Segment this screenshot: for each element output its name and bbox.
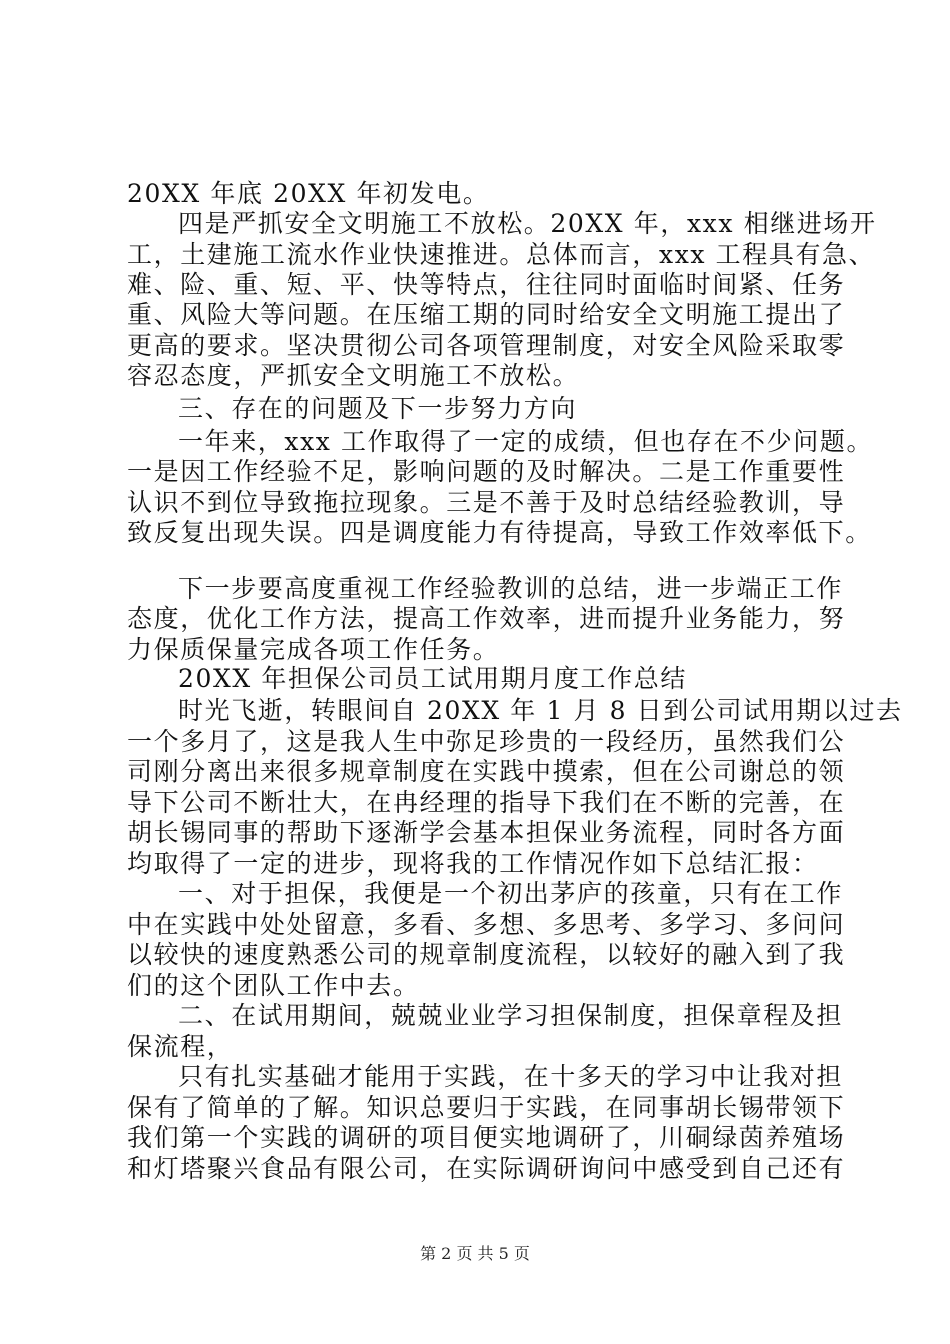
text-line: 以较快的速度熟悉公司的规章制度流程，以较好的融入到了我: [127, 940, 846, 969]
text-line: 下一步要高度重视工作经验教训的总结，进一步端正工作: [178, 574, 844, 603]
text-line: 更高的要求。坚决贯彻公司各项管理制度，对安全风险采取零: [127, 331, 846, 360]
text-line: 难、险、重、短、平、快等特点，往往同时面临时间紧、任务: [127, 270, 846, 299]
text-line: 胡长锡同事的帮助下逐渐学会基本担保业务流程，同时各方面: [127, 818, 846, 847]
text-line: 中在实践中处处留意，多看、多想、多思考、多学习、多问问: [127, 910, 846, 939]
text-line: 四是严抓安全文明施工不放松。20XX 年，xxx 相继进场开: [178, 209, 877, 238]
text-line: 态度，优化工作方法，提高工作效率，进而提升业务能力，努: [127, 604, 846, 633]
text-line: 导下公司不断壮大，在冉经理的指导下我们在不断的完善，在: [127, 788, 846, 817]
text-line: 和灯塔聚兴食品有限公司，在实际调研询问中感受到自己还有: [127, 1154, 846, 1183]
text-line: 容忍态度，严抓安全文明施工不放松。: [127, 361, 580, 390]
text-line: 司刚分离出来很多规章制度在实践中摸索，但在公司谢总的领: [127, 757, 846, 786]
text-line: 一是因工作经验不足，影响问题的及时解决。二是工作重要性: [127, 457, 846, 486]
text-line: 均取得了一定的进步，现将我的工作情况作如下总结汇报：: [127, 849, 819, 878]
section-heading: 三、存在的问题及下一步努力方向: [178, 394, 578, 423]
text-line: 一个多月了，这是我人生中弥足珍贵的一段经历，虽然我们公: [127, 727, 846, 756]
text-line: 重、风险大等问题。在压缩工期的同时给安全文明施工提出了: [127, 300, 846, 329]
text-line: 保有了简单的了解。知识总要归于实践，在同事胡长锡带领下: [127, 1093, 846, 1122]
text-line: 我们第一个实践的调研的项目便实地调研了，川硐绿茵养殖场: [127, 1123, 846, 1152]
document-title: 20XX 年担保公司员工试用期月度工作总结: [178, 664, 687, 693]
text-line: 时光飞逝，转眼间自 20XX 年 1 月 8 日到公司试用期以过去: [178, 696, 903, 725]
text-line: 力保质保量完成各项工作任务。: [127, 635, 500, 664]
text-line: 们的这个团队工作中去。: [127, 971, 420, 1000]
text-line: 只有扎实基础才能用于实践，在十多天的学习中让我对担: [178, 1062, 844, 1091]
page-footer: 第 2 页 共 5 页: [420, 1244, 530, 1263]
text-line: 20XX 年底 20XX 年初发电。: [127, 179, 490, 208]
text-line: 认识不到位导致拖拉现象。三是不善于及时总结经验教训，导: [127, 488, 846, 517]
text-line: 一年来，xxx 工作取得了一定的成绩，但也存在不少问题。: [178, 427, 874, 456]
text-line: 二、在试用期间，兢兢业业学习担保制度，担保章程及担: [178, 1001, 844, 1030]
text-line: 工，土建施工流水作业快速推进。总体而言，xxx 工程具有急、: [127, 240, 876, 269]
text-line: 保流程，: [127, 1032, 234, 1061]
text-line: 一、对于担保，我便是一个初出茅庐的孩童，只有在工作: [178, 879, 844, 908]
text-line: 致反复出现失误。四是调度能力有待提高，导致工作效率低下。: [127, 518, 872, 547]
